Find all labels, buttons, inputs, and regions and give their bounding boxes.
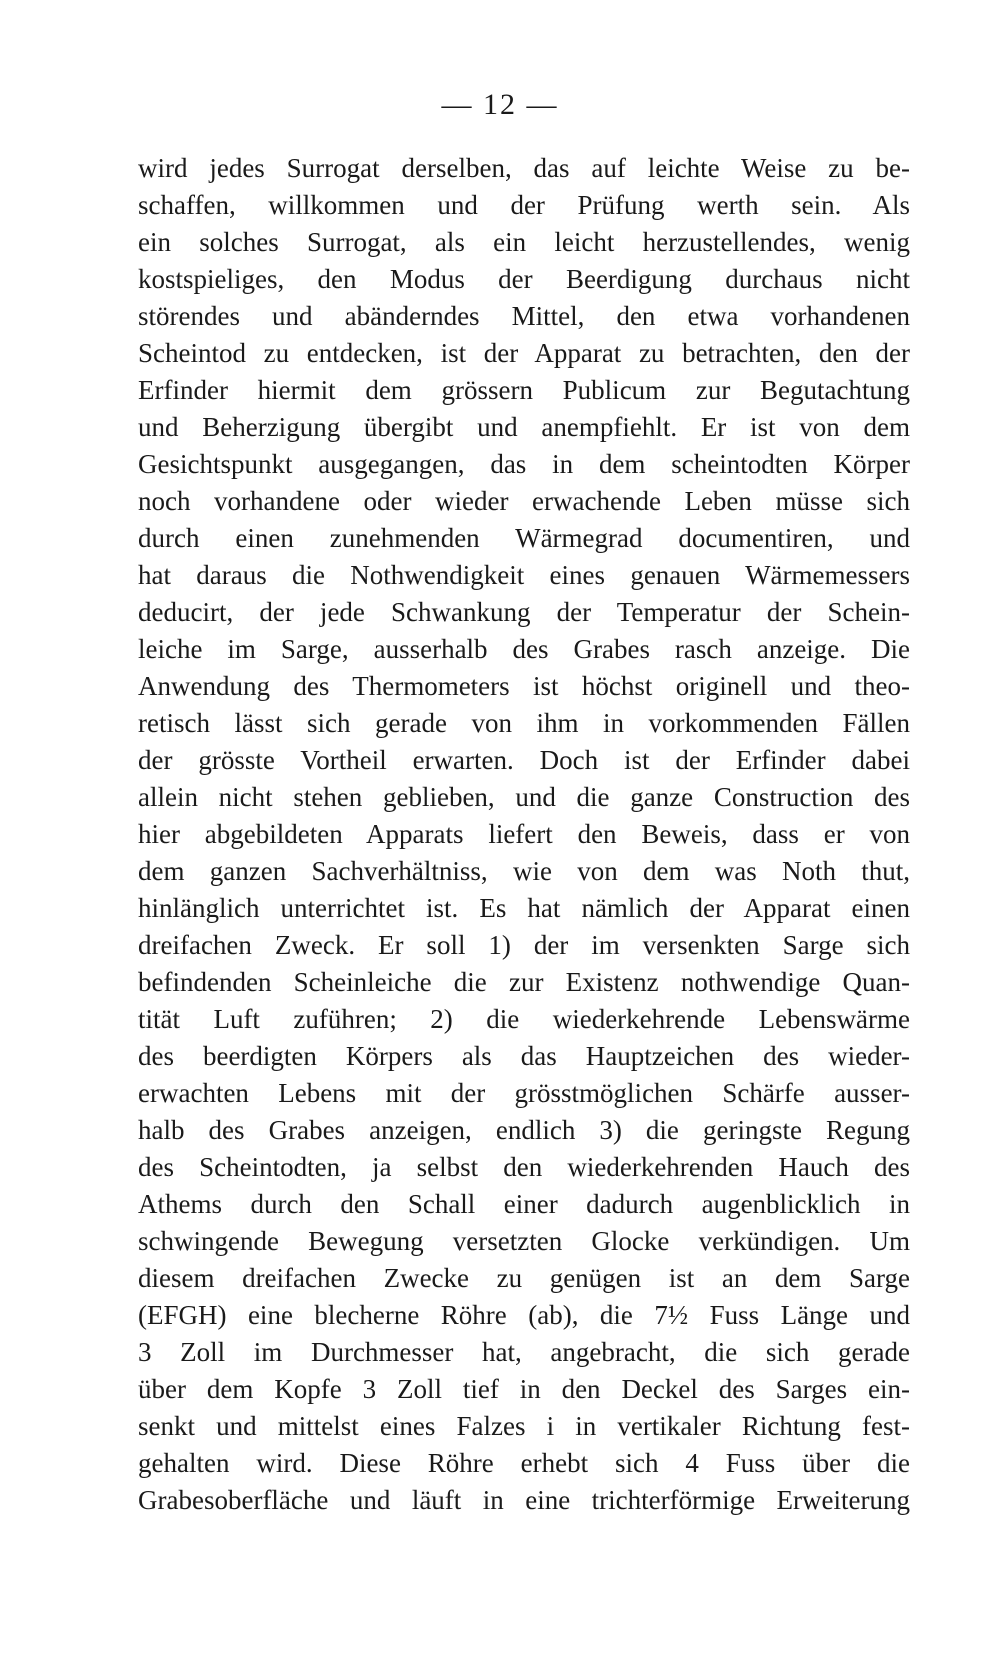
text-line: des Scheintodten, ja selbst den wiederkehrenden Hauch des <box>138 1152 910 1182</box>
text-line: und Beherzigung übergibt und anempfiehlt. Er ist von dem <box>138 412 910 442</box>
text-line: dreifachen Zweck. Er soll 1) der im versenkten Sarge sich <box>138 930 910 960</box>
text-line: über dem Kopfe 3 Zoll tief in den Deckel des Sarges ein- <box>138 1374 910 1404</box>
text-line: retisch lässt sich gerade von ihm in vorkommenden Fällen <box>138 708 910 738</box>
text-line: wird jedes Surrogat derselben, das auf leichte Weise zu be- <box>138 153 910 183</box>
text-line: erwachten Lebens mit der grösstmöglichen Schärfe ausser- <box>138 1078 910 1108</box>
text-line: kostspieliges, den Modus der Beerdigung durchaus nicht <box>138 264 910 294</box>
text-line: Anwendung des Thermometers ist höchst originell und theo- <box>138 671 910 701</box>
text-line: des beerdigten Körpers als das Hauptzeichen des wieder- <box>138 1041 910 1071</box>
text-line: hat daraus die Nothwendigkeit eines genauen Wärmemessers <box>138 560 910 590</box>
text-line: hinlänglich unterrichtet ist. Es hat nämlich der Apparat einen <box>138 893 910 923</box>
text-line: allein nicht stehen geblieben, und die ganze Construction des <box>138 782 910 812</box>
text-line: senkt und mittelst eines Falzes i in vertikaler Richtung fest- <box>138 1411 910 1441</box>
text-line: halb des Grabes anzeigen, endlich 3) die geringste Regung <box>138 1115 910 1145</box>
text-line: tität Luft zuführen; 2) die wiederkehrende Lebenswärme <box>138 1004 910 1034</box>
text-line: Grabesoberfläche und läuft in eine trichterförmige Erweiterung <box>138 1485 910 1515</box>
text-line: 3 Zoll im Durchmesser hat, angebracht, die sich gerade <box>138 1337 910 1367</box>
text-line: befindenden Scheinleiche die zur Existenz nothwendige Quan- <box>138 967 910 997</box>
text-line: Athems durch den Schall einer dadurch augenblicklich in <box>138 1189 910 1219</box>
text-line: schaffen, willkommen und der Prüfung werth sein. Als <box>138 190 910 220</box>
text-line: schwingende Bewegung versetzten Glocke verkündigen. Um <box>138 1226 910 1256</box>
text-line: durch einen zunehmenden Wärmegrad documentiren, und <box>138 523 910 553</box>
text-line: ein solches Surrogat, als ein leicht herzustellendes, wenig <box>138 227 910 257</box>
text-line: deducirt, der jede Schwankung der Temperatur der Schein- <box>138 597 910 627</box>
text-line: Gesichtspunkt ausgegangen, das in dem scheintodten Körper <box>138 449 910 479</box>
body-text <box>138 150 910 1519</box>
text-line: hier abgebildeten Apparats liefert den Beweis, dass er von <box>138 819 910 849</box>
text-line: störendes und abänderndes Mittel, den etwa vorhandenen <box>138 301 910 331</box>
text-line: Scheintod zu entdecken, ist der Apparat zu betrachten, den der <box>138 338 910 368</box>
text-line: Erfinder hiermit dem grössern Publicum zur Begutachtung <box>138 375 910 405</box>
text-line: der grösste Vortheil erwarten. Doch ist der Erfinder dabei <box>138 745 910 775</box>
text-line: dem ganzen Sachverhältniss, wie von dem was Noth thut, <box>138 856 910 886</box>
page-number: — 12 — <box>441 88 559 121</box>
text-line: diesem dreifachen Zwecke zu genügen ist an dem Sarge <box>138 1263 910 1293</box>
text-line: leiche im Sarge, ausserhalb des Grabes rasch anzeige. Die <box>138 634 910 664</box>
text-line: gehalten wird. Diese Röhre erhebt sich 4 Fuss über die <box>138 1448 910 1478</box>
text-line: (EFGH) eine blecherne Röhre (ab), die 7½ Fuss Länge und <box>138 1300 910 1330</box>
text-line: noch vorhandene oder wieder erwachende Leben müsse sich <box>138 486 910 516</box>
